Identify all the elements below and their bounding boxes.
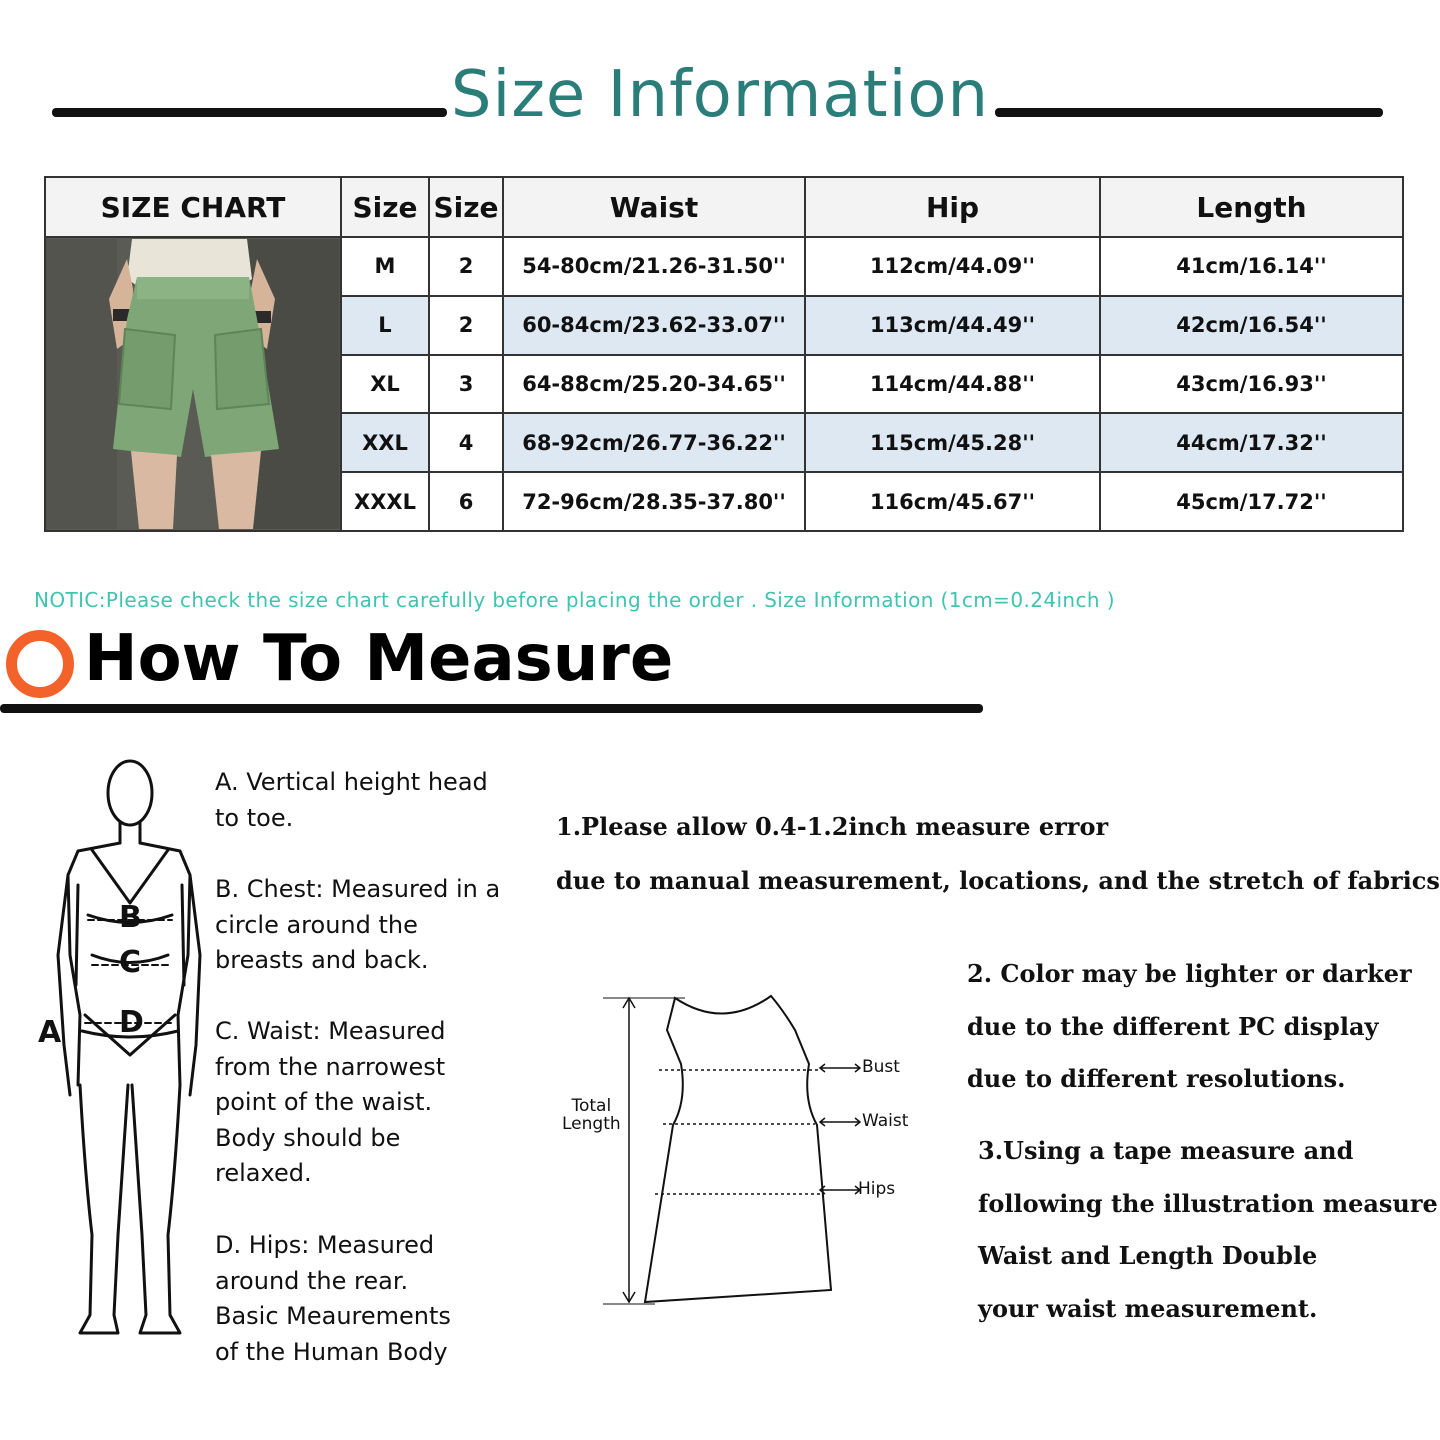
table-row: [45, 237, 1403, 296]
dress-diagram: [595, 990, 835, 1310]
header-size-chart: SIZE CHART: [45, 177, 341, 237]
cell-size-letter: XL: [341, 355, 429, 414]
cell-length: 43cm/16.93'': [1100, 355, 1403, 414]
note-1-line-1: 1.Please allow 0.4-1.2inch measure error: [556, 812, 1109, 841]
size-chart-table: [44, 176, 1404, 532]
cell-size-number: 4: [429, 413, 503, 472]
page-title: Size Information: [450, 58, 990, 132]
figure-label-b: B: [119, 900, 142, 935]
step-c-text: C. Waist: Measured from the narrowest point of the waist. Body should be relaxed.: [215, 1017, 446, 1187]
cell-waist: 68-92cm/26.77-36.22'': [503, 413, 805, 472]
note-3-line-2: following the illustration measure: [978, 1189, 1438, 1218]
cell-size-letter: M: [341, 237, 429, 296]
step-a-text: A. Vertical height head to toe.: [215, 768, 488, 832]
cell-size-number: 3: [429, 355, 503, 414]
figure-label-d: D: [119, 1005, 144, 1040]
note-2-line-2: due to the different PC display: [967, 1012, 1379, 1041]
label-hips: Hips: [858, 1179, 896, 1199]
note-1-line-2: due to manual measurement, locations, and the stretch of fabrics: [556, 866, 1440, 895]
cell-waist: 60-84cm/23.62-33.07'': [503, 296, 805, 355]
note-2-line-1: 2. Color may be lighter or darker: [967, 959, 1412, 988]
cell-size-letter: L: [341, 296, 429, 355]
cell-size-letter: XXXL: [341, 472, 429, 531]
title-rule-right: [995, 108, 1383, 117]
table-header-row: [45, 177, 1403, 237]
note-3-line-1: 3.Using a tape measure and: [978, 1136, 1354, 1165]
note-3-line-4: your waist measurement.: [978, 1294, 1318, 1323]
cell-length: 45cm/17.72'': [1100, 472, 1403, 531]
label-total-length: Total Length: [562, 1096, 621, 1134]
product-photo: [45, 237, 341, 531]
cell-size-number: 6: [429, 472, 503, 531]
cell-length: 41cm/16.14'': [1100, 237, 1403, 296]
cell-hip: 114cm/44.88'': [805, 355, 1100, 414]
label-waist: Waist: [862, 1111, 909, 1131]
note-3-line-3: Waist and Length Double: [978, 1241, 1318, 1270]
step-b-text: B. Chest: Measured in a circle around the breasts and back.: [215, 875, 501, 974]
figure-label-a: A: [38, 1015, 62, 1050]
header-size-number: Size: [429, 177, 503, 237]
cell-size-letter: XXL: [341, 413, 429, 472]
body-figure-illustration: [30, 755, 210, 1345]
cell-hip: 116cm/45.67'': [805, 472, 1100, 531]
note-2-line-3: due to different resolutions.: [967, 1064, 1346, 1093]
shorts-model-image: [47, 239, 339, 529]
title-rule-left: [52, 108, 447, 117]
bullet-circle-icon: [6, 630, 74, 698]
how-to-measure-title: How To Measure: [84, 622, 674, 696]
figure-label-c: C: [119, 945, 142, 980]
cell-length: 42cm/16.54'': [1100, 296, 1403, 355]
cell-waist: 54-80cm/21.26-31.50'': [503, 237, 805, 296]
cell-hip: 112cm/44.09'': [805, 237, 1100, 296]
how-to-measure-rule: [0, 704, 983, 713]
header-hip: Hip: [805, 177, 1100, 237]
header-waist: Waist: [503, 177, 805, 237]
cell-waist: 72-96cm/28.35-37.80'': [503, 472, 805, 531]
cell-size-number: 2: [429, 237, 503, 296]
header-size-letter: Size: [341, 177, 429, 237]
size-notice: NOTIC:Please check the size chart carefully before placing the order . Size Information (1cm=0.24inch ): [34, 588, 1115, 612]
step-d-text: D. Hips: Measured around the rear. Basic Meaurements of the Human Body: [215, 1231, 451, 1366]
label-bust: Bust: [862, 1057, 900, 1077]
cell-hip: 115cm/45.28'': [805, 413, 1100, 472]
header-length: Length: [1100, 177, 1403, 237]
cell-length: 44cm/17.32'': [1100, 413, 1403, 472]
cell-size-number: 2: [429, 296, 503, 355]
cell-hip: 113cm/44.49'': [805, 296, 1100, 355]
cell-waist: 64-88cm/25.20-34.65'': [503, 355, 805, 414]
